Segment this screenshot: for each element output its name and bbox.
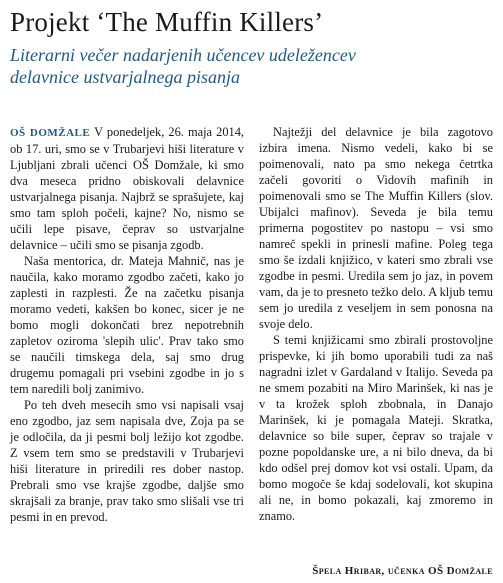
article-subtitle: [10, 44, 493, 88]
paragraph: [10, 124, 244, 253]
column-right: [259, 124, 493, 564]
subtitle-line-2: delavnice ustvarjalnega pisanja: [10, 67, 240, 87]
paragraph: Po teh dveh mesecih smo vsi napisali vsaj eno zgodbo, jaz sem napisala dve, Zoja pa se je odločila, da ji pesmi bolj ležijo kot zgodbe. Z vsem tem smo se predstavili v Trubarjevi hiši literature in priredili res dober nastop. Prebrali smo vse krajše zgodbe, daljše smo skrajšali za branje, prav tako smo slišali vse tri pesmi in en prevod.: [10, 398, 244, 524]
article-body: [10, 124, 493, 564]
paragraph: Najtežji del delavnice je bila zagotovo izbira imena. Nismo vedeli, kako bi se poimenovali, nato pa smo nekega četrtka začeli govoriti o Vidovih mafinih in poimenovali smo se The Muffin Killers (slov. Ubijalci mafinov). Seveda je bila temu primerna pogostitev po nastopu – vsi smo namreč spekli in prinesli mafine. Poleg tega smo še izdali knjižico, v kateri smo zbrali vse zgodbe in pesmi. Uredila sem jo jaz, in povem vam, da je to presneto težko delo. A kljub temu sem jo uredila z veseljem in sem ponosna na svoje delo.: [259, 125, 493, 331]
author-signature: Špela Hribar, učenka OŠ Domžale: [312, 565, 493, 577]
dateline: OŠ DOMŽALE: [10, 127, 91, 139]
article-title: Projekt ‘The Muffin Killers’: [10, 7, 324, 37]
paragraph: Naša mentorica, dr. Mateja Mahnič, nas je naučila, kako moramo zgodbo začeti, kako jo zaplesti in razplesti. Že na začetku pisanja moramo vedeti, kakšen bo konec, sicer je ne bomo mogli dokončati brez nepotrebnih zapletov oziroma 'slepih ulic'. Prav tako smo se naučili timskega dela, saj smo drug drugemu pomagali pri vsebini zgodbe in jo s tem naredili bolj zanimivo.: [10, 254, 244, 396]
paragraph-text: V ponedeljek, 26. maja 2014, ob 17. uri, smo se v Trubarjevi hiši literature v Ljubljani zbrali učenci OŠ Domžale, ki smo dva meseca pridno obiskovali delavnice ustvarjalnega pisanja. Najbrž se sprašujete, kaj smo tam sploh počeli, kajne? No, nismo se učili lepe pisave, čeprav so ustvarjalne delavnice – učili smo se pisanja zgodb.: [10, 125, 244, 252]
paragraph: S temi knjižicami smo zbirali prostovoljne prispevke, ki jih bomo uporabili tudi za naš nagradni izlet v Gardaland v Italijo. Seveda pa ne smem pozabiti na Miro Marinšek, ki nas je v ta krožek sploh zbobnala, in Danajo Marinšek, ki je pomagala Mateji. Skratka, delavnice so bile super, čeprav so trajale v pozne popoldanske ure, a ni bilo dneva, da bi kdo odšel prej domov kot vsi ostali. Upam, da bomo mogoče še kdaj sodelovali, kot skupina ali ne, in bomo pokazali, kaj zmoremo in znamo.: [259, 333, 493, 523]
subtitle-line-1: Literarni večer nadarjenih učencev udeležencev: [10, 45, 356, 65]
column-left: [10, 124, 244, 564]
